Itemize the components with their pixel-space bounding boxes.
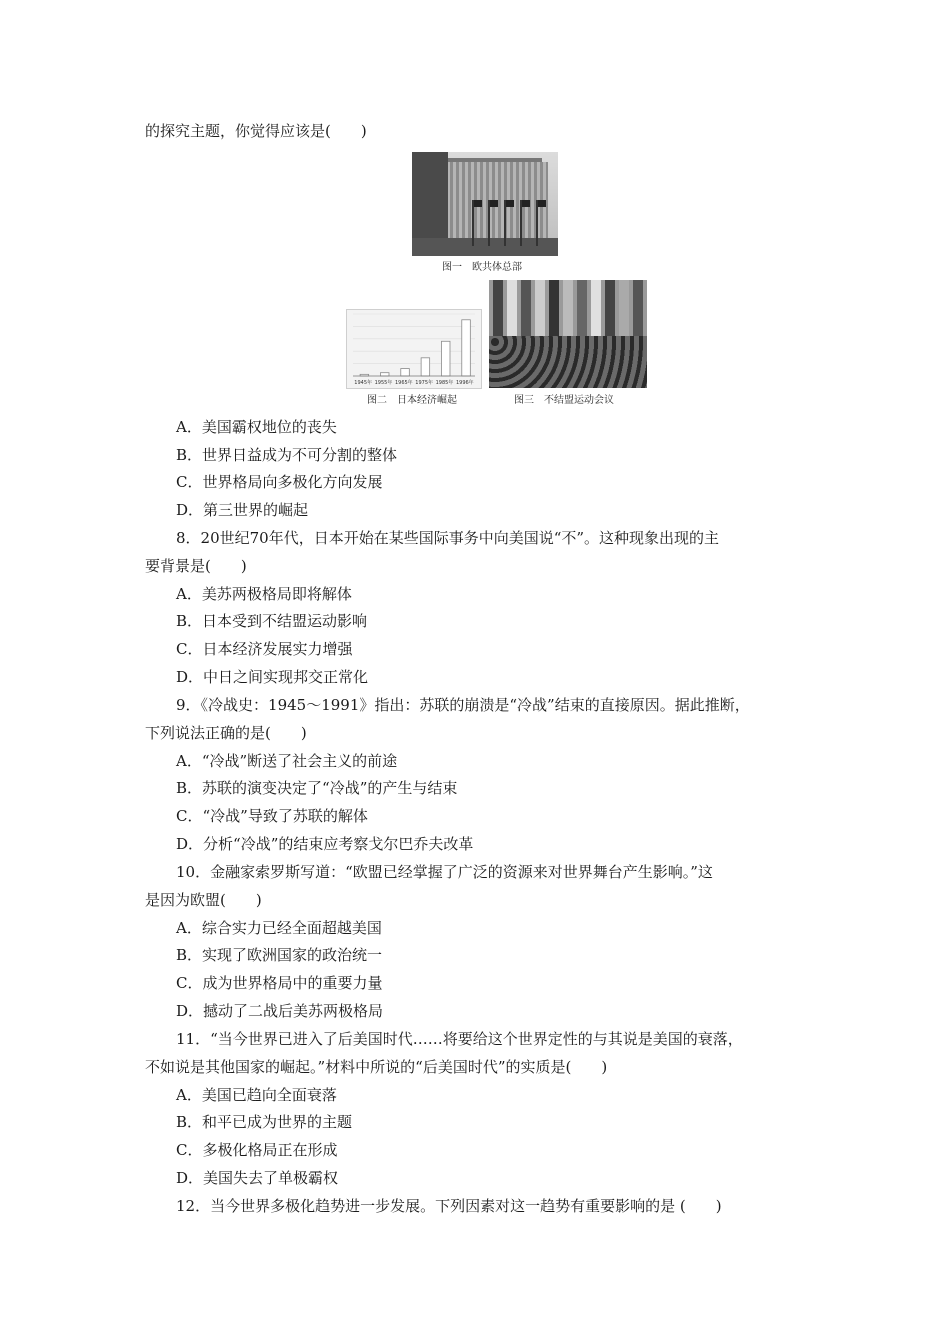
q10-stem-cont: 是因为欧盟( ) (145, 891, 262, 909)
x-tick-label: 1985年 (435, 380, 454, 386)
bar-1985年 (441, 341, 450, 376)
q7-option-b: B．世界日益成为不可分割的整体 (176, 446, 398, 464)
q11-option-a: A．美国已趋向全面衰落 (176, 1086, 337, 1104)
q7-option-d: D．第三世界的崛起 (176, 501, 309, 519)
q8-stem-cont: 要背景是( ) (145, 557, 247, 575)
bar-1965年 (401, 369, 410, 376)
q12-stem: 12．当今世界多极化趋势进一步发展。下列因素对这一趋势有重要影响的是 ( ) (176, 1197, 722, 1215)
q8-option-b: B．日本受到不结盟运动影响 (176, 612, 368, 630)
q9-option-b: B．苏联的演变决定了“冷战”的产生与结束 (176, 779, 458, 797)
q8-option-d: D．中日之间实现邦交正常化 (176, 668, 369, 686)
x-tick-label: 1996年 (455, 380, 474, 386)
fig1-caption: 图一 欧共体总部 (442, 262, 522, 273)
q9-option-d: D．分析“冷战”的结束应考察戈尔巴乔夫改革 (176, 835, 474, 853)
q11-option-b: B．和平已成为世界的主题 (176, 1113, 353, 1131)
q10-stem: 10．金融家索罗斯写道：“欧盟已经掌握了广泛的资源来对世界舞台产生影响。”这 (176, 863, 713, 881)
q7-option-a: A．美国霸权地位的丧失 (176, 418, 337, 436)
q10-option-a: A．综合实力已经全面超越美国 (176, 919, 382, 937)
q10-option-c: C．成为世界格局中的重要力量 (176, 974, 383, 992)
x-tick-label: 1955年 (374, 380, 393, 386)
x-tick-label: 1945年 (354, 380, 373, 386)
non-aligned-meeting-photo (489, 280, 647, 388)
q10-option-b: B．实现了欧洲国家的政治统一 (176, 946, 383, 964)
q7-option-c: C．世界格局向多极化方向发展 (176, 473, 383, 491)
bar-1955年 (380, 373, 389, 376)
x-tick-label: 1965年 (394, 380, 413, 386)
q8-option-c: C．日本经济发展实力增强 (176, 640, 353, 658)
eec-headquarters-photo (412, 152, 558, 256)
bar-1975年 (421, 358, 430, 376)
q8-option-a: A．美苏两极格局即将解体 (176, 585, 352, 603)
q10-option-d: D．撼动了二战后美苏两极格局 (176, 1002, 384, 1020)
q8-stem: 8．20世纪70年代，日本开始在某些国际事务中向美国说“不”。这种现象出现的主 (176, 529, 720, 547)
q9-stem: 9．《冷战史：1945～1991》指出：苏联的崩溃是“冷战”结束的直接原因。据此推断， (176, 696, 750, 714)
q11-option-c: C．多极化格局正在形成 (176, 1141, 338, 1159)
fig3-caption: 图三 不结盟运动会议 (514, 395, 614, 406)
japan-economy-chart (346, 309, 482, 389)
q9-option-c: C．“冷战”导致了苏联的解体 (176, 807, 368, 825)
q11-stem: 11．“当今世界已进入了后美国时代……将要给这个世界定性的与其说是美国的衰落， (176, 1030, 743, 1048)
q11-stem-cont: 不如说是其他国家的崛起。”材料中所说的“后美国时代”的实质是( ) (145, 1058, 608, 1076)
q9-option-a: A．“冷战”断送了社会主义的前途 (176, 752, 398, 770)
bar-1996年 (462, 320, 471, 376)
fig2-caption: 图二 日本经济崛起 (367, 395, 457, 406)
bar-chart (347, 310, 481, 388)
x-tick-label: 1975年 (415, 380, 434, 386)
q9-stem-cont: 下列说法正确的是( ) (145, 724, 307, 742)
q11-option-d: D．美国失去了单极霸权 (176, 1169, 339, 1187)
q7-stem-tail: 的探究主题，你觉得应该是( ) (145, 122, 367, 140)
